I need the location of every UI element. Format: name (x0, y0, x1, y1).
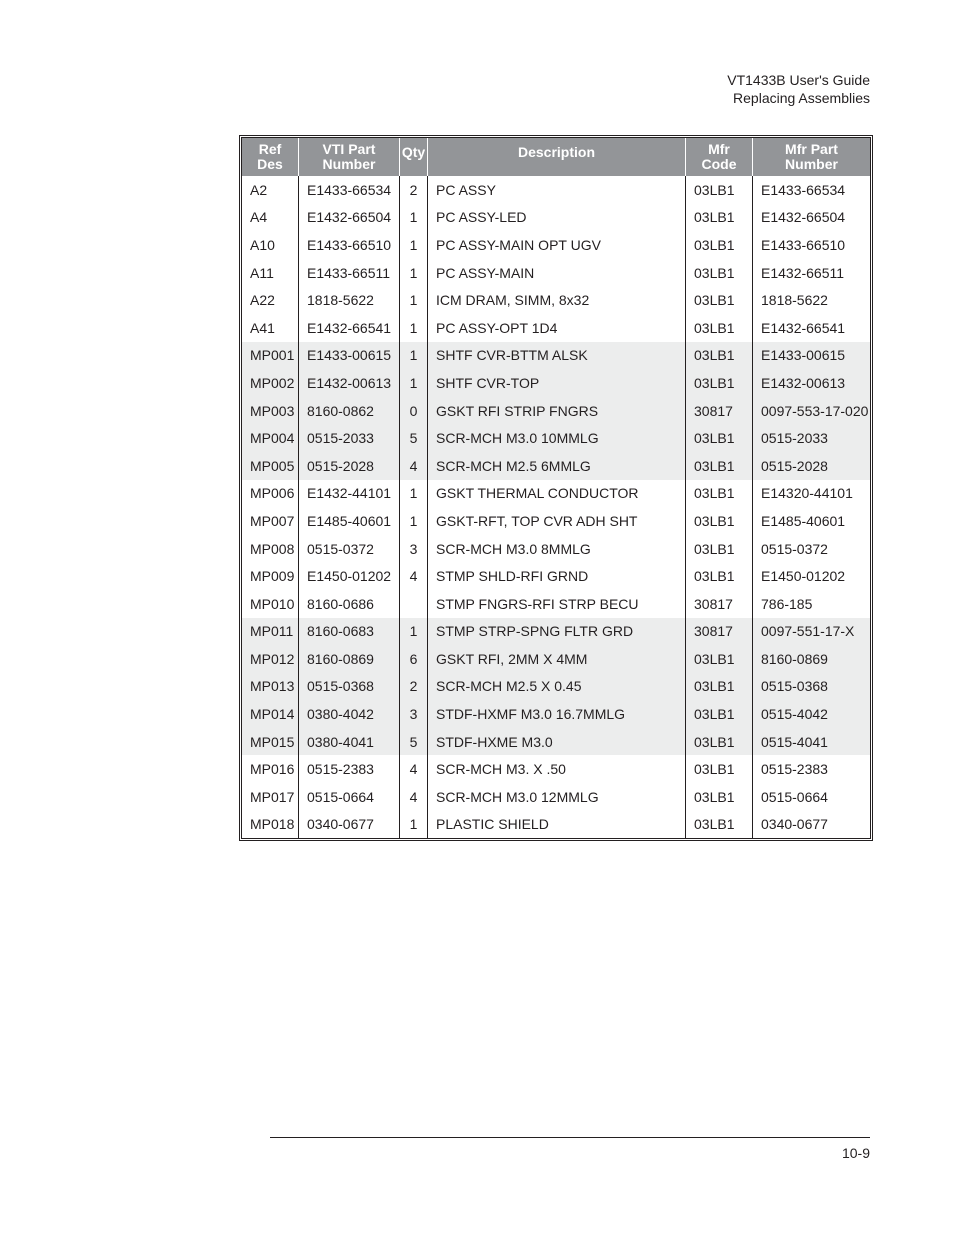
table-row (242, 176, 870, 204)
header-line: Number (785, 156, 838, 172)
description-cell: ICM DRAM, SIMM, 8x32 (428, 286, 686, 314)
mfr-part-number-cell: E14320-44101 (761, 485, 853, 502)
description-cell: PC ASSY-LED (428, 204, 686, 232)
qty-cell: 1 (400, 369, 428, 397)
table-row (242, 424, 870, 452)
vti-part-number-cell: E1433-66534 (299, 176, 400, 204)
description-cell: STMP SHLD-RFI GRND (428, 562, 686, 590)
table-row (242, 783, 870, 811)
mfr-code-cell: 03LB1 (686, 176, 753, 204)
vti-part-number-cell: 0515-0368 (299, 673, 400, 701)
qty-cell: 5 (400, 424, 428, 452)
section-title: Replacing Assemblies (733, 90, 870, 106)
ref-des-cell: MP015 (242, 728, 299, 756)
qty-cell (400, 590, 428, 618)
ref-des-cell: MP017 (242, 783, 299, 811)
mfr-part-number-cell: E1433-66534 (761, 181, 846, 198)
vti-part-number-cell: 0515-0664 (299, 783, 400, 811)
vti-part-number-cell: E1432-66541 (299, 314, 400, 342)
ref-des-cell: A41 (242, 314, 299, 342)
description-cell: SHTF CVR-BTTM ALSK (428, 342, 686, 370)
mfr-part-number-cell: 0340-0677 (761, 816, 828, 833)
vti-part-number-cell: E1433-66510 (299, 231, 400, 259)
column-header-description (428, 138, 686, 176)
description-cell: SCR-MCH M3. X .50 (428, 755, 686, 783)
mfr-code-cell: 03LB1 (686, 535, 753, 563)
qty-cell: 4 (400, 783, 428, 811)
table-row (242, 397, 870, 425)
mfr-code-cell: 30817 (686, 590, 753, 618)
qty-cell: 4 (400, 755, 428, 783)
header-line: Code (701, 156, 737, 172)
vti-part-number-cell: E1433-66511 (299, 259, 400, 287)
mfr-part-number-cell: 0515-2028 (753, 452, 870, 480)
running-header (727, 71, 870, 107)
table-row (242, 342, 870, 370)
table-row (242, 259, 870, 287)
mfr-part-number-cell: E1432-00613 (753, 369, 870, 397)
description-cell: SCR-MCH M3.0 10MMLG (428, 424, 686, 452)
vti-part-number-cell: 0340-0677 (299, 811, 400, 839)
qty-cell: 1 (400, 286, 428, 314)
mfr-code-cell: 03LB1 (686, 259, 753, 287)
qty-cell: 5 (400, 728, 428, 756)
table-row (242, 618, 870, 646)
ref-des-cell: A4 (242, 204, 299, 232)
mfr-part-number-cell: 0515-0368 (753, 673, 870, 701)
ref-des-cell: A2 (242, 176, 299, 204)
header-line: VTI Part (322, 141, 376, 157)
mfr-code-cell: 03LB1 (686, 700, 753, 728)
mfr-code-cell: 03LB1 (686, 562, 753, 590)
qty-cell: 1 (400, 811, 428, 839)
mfr-part-number-cell: 0097-553-17-020 (753, 397, 870, 425)
column-header-mfr-part-number (753, 138, 870, 176)
description-cell: STDF-HXMF M3.0 16.7MMLG (428, 700, 686, 728)
table-row (242, 562, 870, 590)
header-line: Mfr Part (785, 141, 838, 157)
parts-table-body (242, 176, 870, 838)
vti-part-number-cell: 8160-0686 (299, 590, 400, 618)
table-row (242, 645, 870, 673)
ref-des-cell: MP013 (242, 673, 299, 701)
mfr-part-number-cell: 0515-2383 (761, 761, 828, 778)
mfr-code-cell: 03LB1 (686, 507, 753, 535)
ref-des-cell: MP014 (242, 700, 299, 728)
qty-cell: 1 (400, 259, 428, 287)
description-cell: GSKT-RFT, TOP CVR ADH SHT (428, 507, 686, 535)
vti-part-number-cell: 0515-2028 (299, 452, 400, 480)
vti-part-number-cell: 0515-2033 (299, 424, 400, 452)
mfr-code-cell: 30817 (686, 618, 753, 646)
qty-cell: 1 (400, 314, 428, 342)
mfr-part-number-cell: 8160-0869 (753, 645, 870, 673)
ref-des-cell: MP006 (242, 480, 299, 508)
table-row (242, 286, 870, 314)
header-line: Ref (258, 141, 282, 157)
mfr-code-cell: 03LB1 (686, 728, 753, 756)
mfr-code-cell: 03LB1 (686, 204, 753, 232)
mfr-code-cell: 03LB1 (686, 811, 753, 839)
qty-cell: 1 (400, 618, 428, 646)
qty-cell: 4 (400, 562, 428, 590)
mfr-code-cell: 03LB1 (686, 314, 753, 342)
description-cell: SCR-MCH M2.5 6MMLG (428, 452, 686, 480)
description-cell: PC ASSY-MAIN OPT UGV (428, 231, 686, 259)
ref-des-cell: A11 (242, 259, 299, 287)
mfr-part-number-cell: 0515-2033 (753, 424, 870, 452)
vti-part-number-cell: 0380-4041 (299, 728, 400, 756)
table-row (242, 231, 870, 259)
mfr-part-number-cell: E1433-66510 (761, 236, 846, 253)
qty-cell: 2 (400, 673, 428, 701)
mfr-code-cell: 03LB1 (686, 645, 753, 673)
ref-des-cell: MP004 (242, 424, 299, 452)
header-line: Number (322, 156, 376, 172)
table-row (242, 728, 870, 756)
description-cell: SHTF CVR-TOP (428, 369, 686, 397)
ref-des-cell: MP002 (242, 369, 299, 397)
table-row (242, 700, 870, 728)
qty-cell: 3 (400, 535, 428, 563)
table-row (242, 452, 870, 480)
table-header-row (242, 138, 870, 176)
vti-part-number-cell: 0380-4042 (299, 700, 400, 728)
vti-part-number-cell: E1432-44101 (299, 480, 400, 508)
description-cell: STMP FNGRS-RFI STRP BECU (428, 590, 686, 618)
mfr-part-number-cell: 0515-4041 (753, 728, 870, 756)
description-cell: PC ASSY (428, 176, 686, 204)
mfr-code-cell: 03LB1 (686, 231, 753, 259)
header-line: Qty (401, 144, 426, 160)
table-row (242, 369, 870, 397)
description-cell: PLASTIC SHIELD (428, 811, 686, 839)
mfr-part-number-cell: E1433-00615 (753, 342, 870, 370)
vti-part-number-cell: 1818-5622 (299, 286, 400, 314)
mfr-part-number-cell: E1432-66511 (761, 264, 845, 281)
table-row (242, 590, 870, 618)
ref-des-cell: MP010 (242, 590, 299, 618)
qty-cell: 6 (400, 645, 428, 673)
description-cell: GSKT RFI STRIP FNGRS (428, 397, 686, 425)
vti-part-number-cell: 0515-2383 (299, 755, 400, 783)
qty-cell: 1 (400, 480, 428, 508)
ref-des-cell: MP005 (242, 452, 299, 480)
qty-cell: 1 (400, 342, 428, 370)
qty-cell: 1 (400, 204, 428, 232)
vti-part-number-cell: E1450-01202 (299, 562, 400, 590)
table-row (242, 535, 870, 563)
page-number: 10-9 (841, 1145, 870, 1161)
ref-des-cell: MP012 (242, 645, 299, 673)
description-cell: PC ASSY-MAIN (428, 259, 686, 287)
mfr-code-cell: 03LB1 (686, 452, 753, 480)
vti-part-number-cell: E1433-00615 (299, 342, 400, 370)
description-cell: SCR-MCH M3.0 8MMLG (428, 535, 686, 563)
column-header-qty (400, 138, 428, 176)
mfr-part-number-cell: E1450-01202 (761, 568, 846, 585)
description-cell: GSKT THERMAL CONDUCTOR (428, 480, 686, 508)
mfr-part-number-cell: E1432-66504 (761, 209, 846, 226)
mfr-code-cell: 03LB1 (686, 286, 753, 314)
vti-part-number-cell: E1432-66504 (299, 204, 400, 232)
ref-des-cell: MP003 (242, 397, 299, 425)
ref-des-cell: MP018 (242, 811, 299, 839)
vti-part-number-cell: 8160-0683 (299, 618, 400, 646)
vti-part-number-cell: E1432-00613 (299, 369, 400, 397)
guide-title: VT1433B User's Guide (727, 72, 870, 88)
mfr-code-cell: 03LB1 (686, 755, 753, 783)
ref-des-cell: A22 (242, 286, 299, 314)
table-row (242, 811, 870, 839)
mfr-code-cell: 03LB1 (686, 369, 753, 397)
qty-cell: 0 (400, 397, 428, 425)
description-cell: STMP STRP-SPNG FLTR GRD (428, 618, 686, 646)
table-row (242, 314, 870, 342)
table-row (242, 673, 870, 701)
qty-cell: 3 (400, 700, 428, 728)
mfr-code-cell: 03LB1 (686, 783, 753, 811)
description-cell: GSKT RFI, 2MM X 4MM (428, 645, 686, 673)
description-cell: SCR-MCH M3.0 12MMLG (428, 783, 686, 811)
mfr-part-number-cell: E1432-66541 (761, 319, 846, 336)
ref-des-cell: MP001 (242, 342, 299, 370)
description-cell: SCR-MCH M2.5 X 0.45 (428, 673, 686, 701)
vti-part-number-cell: 0515-0372 (299, 535, 400, 563)
mfr-code-cell: 03LB1 (686, 480, 753, 508)
column-header-mfr-code (686, 138, 753, 176)
vti-part-number-cell: 8160-0869 (299, 645, 400, 673)
table-row (242, 204, 870, 232)
column-header-vti-part-number (299, 138, 400, 176)
header-line: Description (517, 144, 595, 160)
table-row (242, 507, 870, 535)
mfr-part-number-cell: E1485-40601 (761, 512, 846, 529)
footer-rule (270, 1137, 870, 1138)
column-header-ref-des (242, 138, 299, 176)
vti-part-number-cell: E1485-40601 (299, 507, 400, 535)
vti-part-number-cell: 8160-0862 (299, 397, 400, 425)
header-line: Des (257, 156, 283, 172)
mfr-code-cell: 30817 (686, 397, 753, 425)
header-line: Mfr (708, 141, 730, 157)
mfr-code-cell: 03LB1 (686, 424, 753, 452)
table-row (242, 480, 870, 508)
mfr-code-cell: 03LB1 (686, 342, 753, 370)
mfr-code-cell: 03LB1 (686, 673, 753, 701)
mfr-part-number-cell: 0097-551-17-X (753, 618, 870, 646)
qty-cell: 1 (400, 507, 428, 535)
ref-des-cell: MP007 (242, 507, 299, 535)
qty-cell: 4 (400, 452, 428, 480)
mfr-part-number-cell: 1818-5622 (761, 292, 828, 309)
mfr-part-number-cell: 0515-0372 (761, 540, 828, 557)
ref-des-cell: MP009 (242, 562, 299, 590)
mfr-part-number-cell: 786-185 (761, 595, 813, 612)
qty-cell: 1 (400, 231, 428, 259)
ref-des-cell: MP008 (242, 535, 299, 563)
description-cell: PC ASSY-OPT 1D4 (428, 314, 686, 342)
qty-cell: 2 (400, 176, 428, 204)
ref-des-cell: MP016 (242, 755, 299, 783)
parts-list-table (241, 137, 871, 839)
description-cell: STDF-HXME M3.0 (428, 728, 686, 756)
ref-des-cell: MP011 (242, 618, 299, 646)
ref-des-cell: A10 (242, 231, 299, 259)
table-row (242, 755, 870, 783)
mfr-part-number-cell: 0515-0664 (761, 788, 828, 805)
mfr-part-number-cell: 0515-4042 (753, 700, 870, 728)
